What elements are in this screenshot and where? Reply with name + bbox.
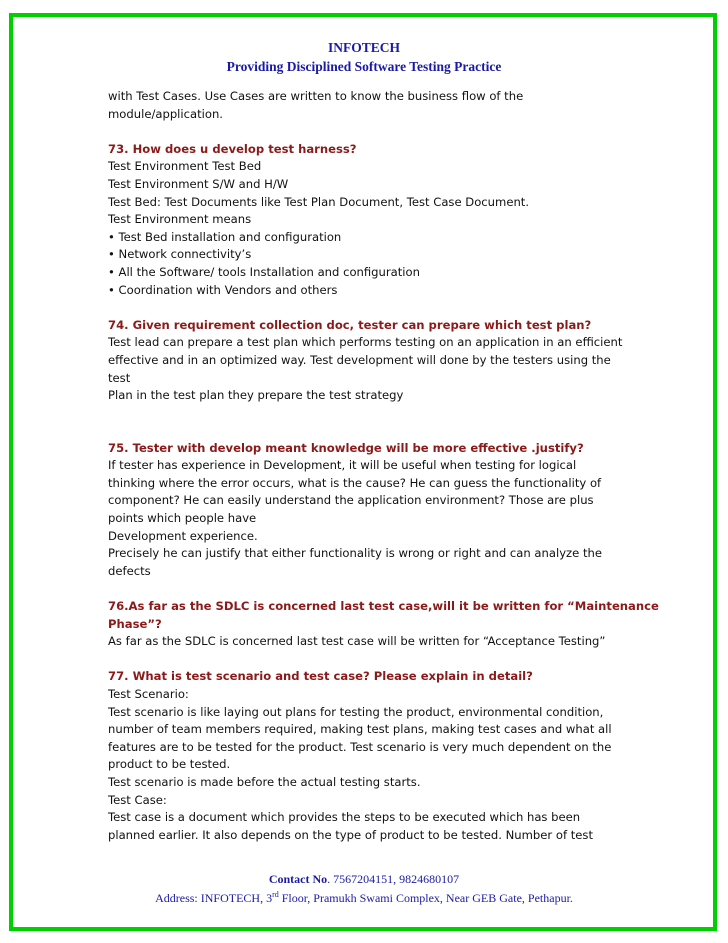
body-line: thinking where the error occurs, what is the cause? He can guess the functionality of [108, 475, 602, 490]
body-line: planned earlier. It also depends on the type of product to be tested. Number of test [108, 827, 593, 842]
question-heading: 75. Tester with develop meant knowledge will be more effective .justify? [108, 440, 584, 455]
header-title: INFOTECH [327, 40, 400, 55]
body-line: effective and in an optimized way. Test development will done by the testers using the [108, 352, 611, 367]
bullet-item: • Network connectivity’s [108, 247, 252, 262]
question-heading: 74. Given requirement collection doc, tester can prepare which test plan? [108, 317, 592, 332]
body-line: number of team members required, making test plans, making test cases and what all [108, 722, 612, 737]
address-prefix: Address: INFOTECH, 3 [155, 891, 273, 905]
question-heading: 77. What is test scenario and test case? Please explain in detail? [108, 669, 533, 684]
body-line: Test Environment means [108, 212, 252, 227]
body-line: test [108, 370, 131, 385]
header-subtitle: Providing Disciplined Software Testing Practice [226, 59, 502, 74]
body-line: Plan in the test plan they prepare the test strategy [108, 388, 404, 403]
address-suffix: Floor, Pramukh Swami Complex, Near GEB Gate, Pethapur. [278, 891, 573, 905]
body-line: Test Bed: Test Documents like Test Plan Document, Test Case Document. [108, 194, 530, 209]
body-line: Test Environment S/W and H/W [108, 176, 289, 191]
bullet-item: • All the Software/ tools Installation and configuration [108, 264, 420, 279]
footer-address [0, 890, 728, 906]
body-line: with Test Cases. Use Cases are written to know the business flow of the [108, 89, 524, 103]
question-heading: Phase”? [108, 616, 162, 631]
body-line: points which people have [108, 511, 257, 526]
document-body [108, 88, 659, 844]
body-line: Test scenario is made before the actual testing starts. [108, 774, 421, 789]
body-line: component? He can easily understand the application environment? Those are plus [108, 493, 594, 508]
question-heading: 73. How does u develop test harness? [108, 141, 357, 156]
footer-contact [0, 872, 728, 887]
body-line: Test Environment Test Bed [108, 159, 262, 174]
body-line: Test lead can prepare a test plan which performs testing on an application in an efficient [108, 335, 623, 350]
contact-label: Contact No [268, 872, 328, 886]
bullet-item: • Test Bed installation and configuration [108, 229, 342, 244]
body-line: Test scenario is like laying out plans for testing the product, environmental condition, [108, 704, 604, 719]
body-line: Test case is a document which provides the steps to be executed which has been [108, 810, 581, 825]
body-line: features are to be tested for the product. Test scenario is very much dependent on the [108, 739, 612, 754]
bullet-item: • Coordination with Vendors and others [108, 282, 338, 297]
body-line: Test Scenario: [108, 687, 189, 701]
address-sup: rd [272, 890, 279, 899]
body-line: defects [108, 563, 151, 578]
body-line: Precisely he can justify that either functionality is wrong or right and can analyze the [108, 546, 602, 561]
body-line: product to be tested. [108, 757, 231, 772]
body-line: Development experience. [108, 528, 258, 543]
body-line: As far as the SDLC is concerned last test case will be written for “Acceptance Testing” [108, 634, 606, 649]
question-heading: 76.As far as the SDLC is concerned last test case,will it be written for “Maintenance [108, 599, 659, 614]
body-line: Test Case: [108, 792, 167, 807]
contact-numbers: . 7567204151, 9824680107 [327, 872, 460, 886]
body-line: module/application. [108, 106, 223, 121]
body-line: If tester has experience in Development, it will be useful when testing for logical [108, 458, 577, 473]
